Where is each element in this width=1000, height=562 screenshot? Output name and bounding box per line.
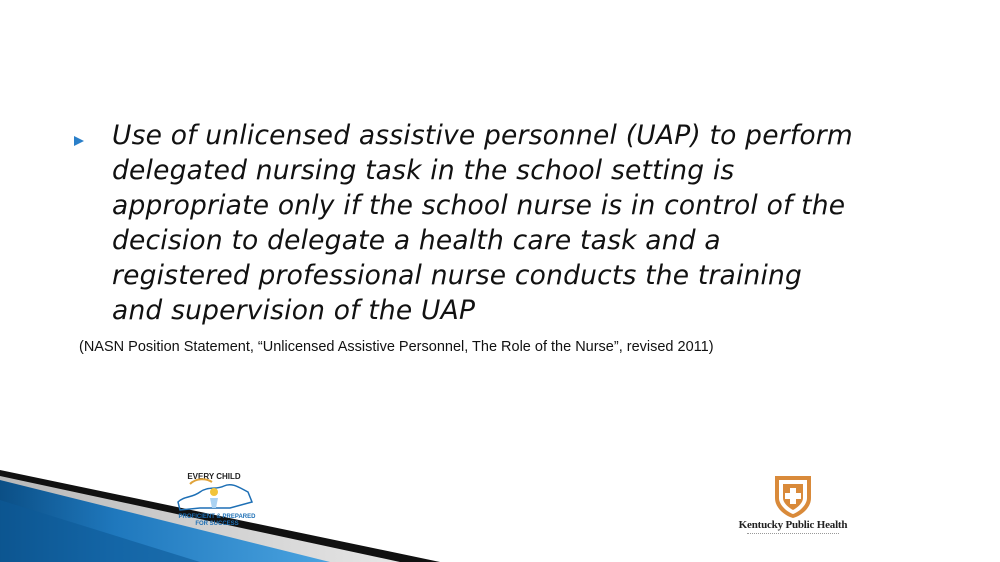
- every-child-caption: PROFICIENT & PREPARED FOR SUCCESS: [178, 514, 256, 527]
- bullet-text: Use of unlicensed assistive personnel (UAP) to perform delegated nursing task in the school setting is appropriate only if the school nurse is in control of the decision to delegate a health care task and a registered professional nurse conducts the training and supervision of the UAP: [112, 120, 853, 326]
- shield-icon: [733, 472, 853, 520]
- bullet-arrow-icon: [74, 136, 84, 146]
- citation: (NASN Position Statement, “Unlicensed Assistive Personnel, The Role of the Nurse”, revised 2011): [79, 339, 714, 355]
- kph-tagline-line: [747, 533, 839, 536]
- kentucky-public-health-logo: [733, 472, 853, 542]
- bullet-item: [74, 118, 854, 328]
- every-child-title: EVERY CHILD: [187, 472, 241, 481]
- kentucky-public-health-name: Kentucky Public Health: [738, 519, 848, 531]
- every-child-logo: [170, 468, 260, 540]
- kentucky-map-icon: [170, 468, 260, 540]
